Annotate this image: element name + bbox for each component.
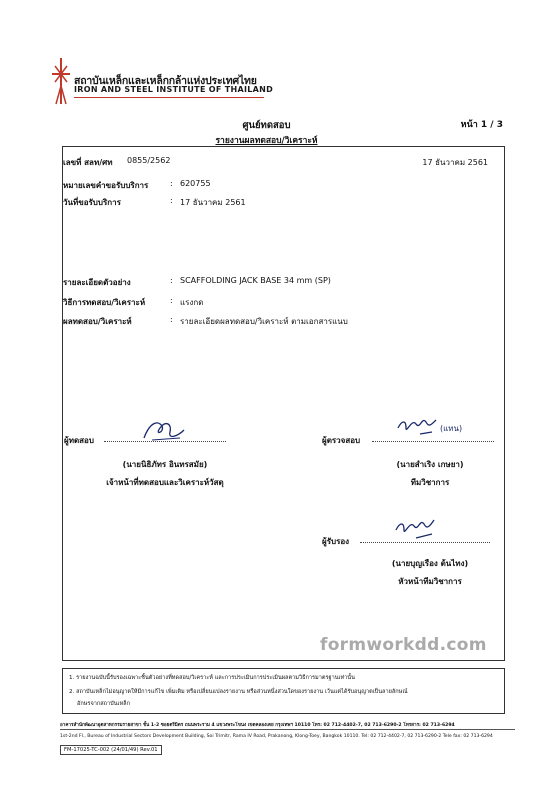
approver-label: ผู้รับรอง [322, 537, 350, 546]
org-name-thai: สถาบันเหล็กและเหล็กกล้าแห่งประเทศไทย [74, 75, 257, 87]
org-name-english: IRON AND STEEL INSTITUTE OF THAILAND [74, 85, 274, 94]
footer-address-english: 1st-2nd Fl., Bureau of Industrial Sectors Development Building, Soi Trimitr, Rama IV Road, Prakanong, Klong-Toey, Bangkok 10110. Tel: 02 712-4402-7, 02 713-6290-2 Tele fax: 02 713-6294 [60, 734, 493, 739]
header-divider [74, 97, 264, 98]
method-value: แรงกด [180, 298, 204, 307]
colon: : [170, 276, 173, 285]
footer-address-thai: อาคารสำนักพัฒนาอุตสาหกรรมรายสาขา ชั้น 1-2 ซอยตรีมิตร ถนนพระราม 4 แขวงพระโขนง เขตคลองเตย กรุงเทพฯ 10110 โทร: 02 712-4402-7, 02 713-6290-2 โทรสาร: 02 713-6294 [60, 723, 455, 728]
approver-name: (นายบุญเรือง ต้นไทง) [391, 559, 469, 568]
checker-label: ผู้ตรวจสอบ [322, 436, 361, 445]
center-title: ศูนย์ทดสอบ [242, 120, 291, 131]
colon: : [170, 179, 173, 188]
notes-box [62, 668, 505, 714]
service-request-value: 620755 [180, 179, 211, 188]
report-date: 17 ธันวาคม 2561 [422, 158, 488, 167]
checker-name: (นายสำเริง เกษยา) [396, 460, 464, 469]
service-request-label: หมายเลขคำขอรับบริการ [63, 181, 149, 190]
checker-annotation: (แทน) [440, 424, 463, 433]
colon: : [170, 296, 173, 305]
sample-label: รายละเอียดตัวอย่าง [63, 278, 131, 287]
report-no-value: 0855/2562 [127, 156, 171, 165]
tester-signature [140, 418, 190, 444]
tester-name: (นายนิธิภัทร อินทรสมัย) [122, 460, 208, 469]
tower-star-icon [50, 56, 72, 106]
watermark: formworkdd.com [320, 635, 487, 655]
footer-divider [60, 729, 515, 730]
sample-value: SCAFFOLDING JACK BASE 34 mm (SP) [180, 276, 331, 285]
colon: : [170, 315, 173, 324]
result-value: รายละเอียดผลทดสอบ/วิเคราะห์ ตามเอกสารแนบ [180, 317, 348, 326]
page-number: หน้า 1 / 3 [460, 120, 503, 130]
checker-role: ทีมวิชาการ [410, 478, 450, 487]
service-date-value: 17 ธันวาคม 2561 [180, 198, 246, 207]
note-2: 2. สถาบันเหล็กไม่อนุญาตให้มีการแก้ไข เพิ่มเติม หรือเปลี่ยนแปลงรายงาน หรือส่วนหนึ่งส่วนใดของรายงาน เว้นแต่ได้รับอนุญาตเป็นลายลักษณ์ [69, 689, 408, 695]
approver-signature [394, 514, 438, 544]
note-1: 1. รายงานฉบับนี้รับรองเฉพาะชิ้นตัวอย่างที่ทดสอบ/วิเคราะห์ และการประเมินการประเมินผลตามวิธีการมาตรฐานเท่านั้น [69, 675, 355, 681]
result-label: ผลทดสอบ/วิเคราะห์ [63, 317, 132, 326]
checker-signature [396, 414, 440, 442]
note-2-cont: อักษรจากสถาบันเหล็ก [77, 701, 130, 707]
tester-label: ผู้ทดสอบ [64, 436, 94, 445]
tester-role: เจ้าหน้าที่ทดสอบและวิเคราะห์วัสดุ [106, 478, 224, 487]
colon: : [170, 196, 173, 205]
report-title: รายงานผลทดสอบ/วิเคราะห์ [215, 136, 318, 146]
report-no-label: เลขที่ สลท/ศท [63, 158, 113, 167]
form-number: FM-17025-TC-002 (24/01/49) Rev.01 [60, 745, 162, 755]
service-date-label: วันที่ขอรับบริการ [63, 198, 121, 207]
approver-role: หัวหน้าทีมวิชาการ [398, 577, 462, 586]
method-label: วิธีการทดสอบ/วิเคราะห์ [63, 298, 146, 307]
